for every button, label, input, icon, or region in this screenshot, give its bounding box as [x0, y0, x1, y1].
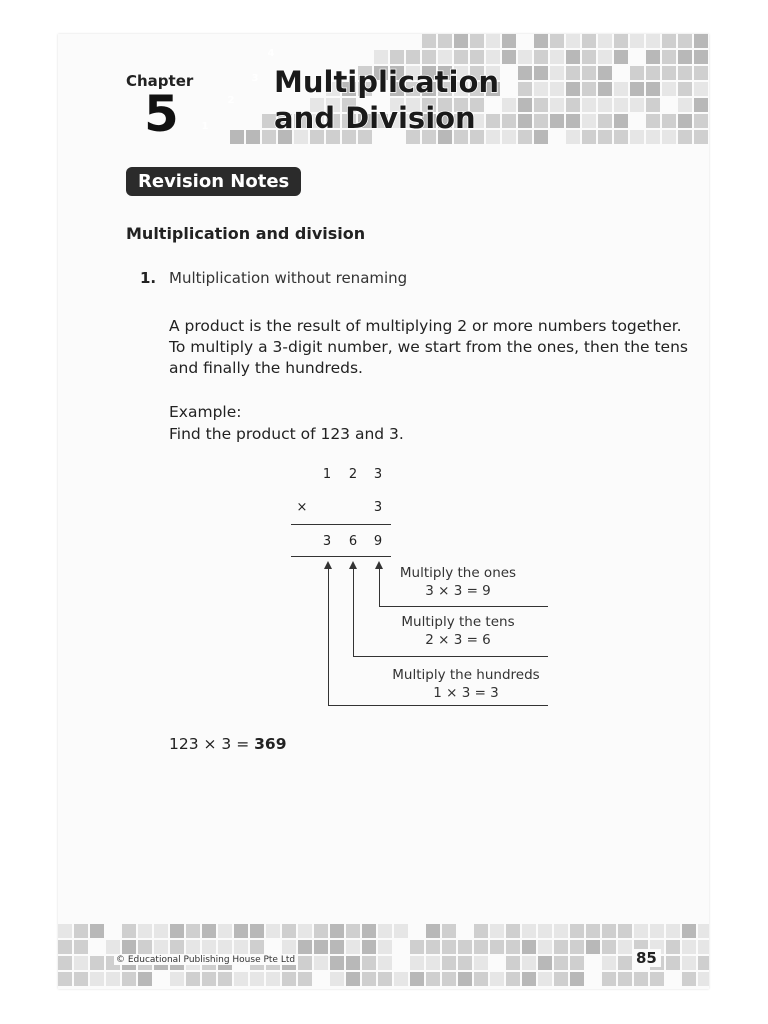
decor-tile — [250, 940, 264, 954]
decor-tile — [662, 114, 676, 128]
decor-tile — [502, 130, 516, 144]
decor-tile — [474, 956, 488, 970]
decor-tile — [678, 66, 692, 80]
decor-tile — [378, 940, 392, 954]
decor-tile — [506, 956, 520, 970]
decor-tile — [678, 114, 692, 128]
decor-tile — [582, 66, 596, 80]
decor-tile — [170, 940, 184, 954]
decor-tile — [694, 66, 708, 80]
tile-number-2: 2 — [227, 95, 235, 106]
decor-tile — [474, 940, 488, 954]
chapter-title: Multiplication and Division — [274, 65, 500, 135]
decor-tile — [230, 130, 244, 144]
decor-tile — [698, 940, 709, 954]
decor-tile — [582, 130, 596, 144]
decor-tile — [58, 940, 72, 954]
decor-tile — [314, 940, 328, 954]
decor-tile — [410, 956, 424, 970]
decor-tile — [538, 972, 552, 986]
decor-tile — [58, 924, 72, 938]
decor-tile — [554, 972, 568, 986]
decor-tile — [682, 940, 696, 954]
decor-tile — [566, 66, 580, 80]
decor-tile — [298, 972, 312, 986]
decor-tile — [646, 34, 660, 48]
decor-tile — [330, 956, 344, 970]
decor-tile — [614, 130, 628, 144]
decor-tile — [442, 924, 456, 938]
decor-tile — [58, 956, 72, 970]
decor-tile — [598, 130, 612, 144]
decor-tile — [106, 972, 120, 986]
note-ones-equation: 3 × 3 = 9 — [425, 583, 491, 599]
decor-tile — [582, 82, 596, 96]
decor-tile — [330, 940, 344, 954]
decor-tile — [550, 98, 564, 112]
decor-tile — [186, 924, 200, 938]
section-heading: Multiplication and division — [126, 224, 366, 243]
decor-tile — [346, 956, 360, 970]
decor-tile — [502, 34, 516, 48]
decor-tile — [598, 50, 612, 64]
decor-tile — [486, 50, 500, 64]
decor-tile — [618, 956, 632, 970]
decor-tile — [506, 924, 520, 938]
decor-tile — [666, 940, 680, 954]
decor-tile — [422, 34, 436, 48]
decor-tile — [598, 34, 612, 48]
arrow-base-tens — [353, 656, 548, 657]
note-hundreds-title: Multiply the hundreds — [392, 667, 540, 683]
decor-tile — [122, 972, 136, 986]
tile-number-3: 3 — [251, 73, 259, 84]
decor-tile — [650, 972, 664, 986]
decor-tile — [662, 66, 676, 80]
multiplicand-ones-digit: 3 — [373, 467, 383, 482]
decor-tile — [566, 34, 580, 48]
decor-tile — [646, 50, 660, 64]
decor-tile — [662, 34, 676, 48]
decor-tile — [630, 130, 644, 144]
decor-tile — [330, 924, 344, 938]
decor-tile — [186, 940, 200, 954]
document-page — [58, 34, 709, 989]
decor-tile — [550, 50, 564, 64]
decor-tile — [426, 940, 440, 954]
decor-tile — [458, 972, 472, 986]
decor-tile — [362, 924, 376, 938]
decor-tile — [518, 114, 532, 128]
decor-tile — [614, 34, 628, 48]
decor-tile — [314, 924, 328, 938]
arrow-base-ones — [379, 606, 548, 607]
tile-number-1: 1 — [201, 121, 209, 132]
decor-tile — [538, 924, 552, 938]
decor-tile — [202, 924, 216, 938]
note-tens — [398, 613, 518, 649]
decor-tile — [694, 34, 708, 48]
arrow-base-hundreds — [328, 705, 548, 706]
note-tens-title: Multiply the tens — [401, 614, 515, 630]
decor-tile — [694, 98, 708, 112]
decor-tile — [74, 924, 88, 938]
decor-tile — [694, 114, 708, 128]
decor-tile — [234, 940, 248, 954]
decor-tile — [490, 940, 504, 954]
decor-tile — [506, 972, 520, 986]
decor-tile — [138, 940, 152, 954]
decor-tile — [618, 924, 632, 938]
decor-tile — [378, 956, 392, 970]
decor-tile — [202, 940, 216, 954]
decor-tile — [346, 972, 360, 986]
decor-tile — [406, 50, 420, 64]
decor-tile — [582, 98, 596, 112]
definition-paragraph: A product is the result of multiplying 2 or more numbers together. To multiply a 3-digit number, we start from the ones, then the tens and finally the hundreds. — [169, 317, 688, 377]
decor-tile — [374, 50, 388, 64]
decor-tile — [646, 130, 660, 144]
decor-tile — [630, 82, 644, 96]
product-hundreds-digit: 3 — [322, 534, 332, 549]
decor-tile — [502, 50, 516, 64]
decor-tile — [442, 940, 456, 954]
decor-tile — [426, 972, 440, 986]
decor-tile — [314, 956, 328, 970]
decor-tile — [518, 82, 532, 96]
decor-tile — [570, 956, 584, 970]
decor-tile — [598, 82, 612, 96]
decor-tile — [618, 972, 632, 986]
multiply-operator: × — [296, 500, 308, 515]
decor-tile — [534, 98, 548, 112]
decor-tile — [522, 956, 536, 970]
decor-tile — [522, 924, 536, 938]
note-ones — [398, 564, 518, 600]
arrow-line-hundreds — [328, 568, 329, 705]
answer-expression: 123 × 3 = — [169, 735, 255, 753]
decor-tile — [534, 34, 548, 48]
decor-tile — [122, 924, 136, 938]
decor-tile — [694, 82, 708, 96]
decor-tile — [570, 924, 584, 938]
chapter-label: Chapter — [126, 72, 194, 90]
decor-tile — [614, 98, 628, 112]
decor-tile — [138, 972, 152, 986]
decor-tile — [534, 66, 548, 80]
decor-tile — [634, 924, 648, 938]
calc-rule-bottom — [291, 556, 391, 557]
answer-value: 369 — [254, 735, 287, 753]
decor-tile — [682, 956, 696, 970]
decor-tile — [486, 34, 500, 48]
decor-tile — [470, 50, 484, 64]
example-label: Example: — [169, 403, 242, 421]
decor-tile — [218, 924, 232, 938]
decor-tile — [454, 50, 468, 64]
decor-tile — [550, 82, 564, 96]
decor-tile — [678, 98, 692, 112]
decor-tile — [634, 972, 648, 986]
decor-tile — [298, 924, 312, 938]
decor-tile — [534, 114, 548, 128]
decor-tile — [614, 114, 628, 128]
decor-tile — [518, 66, 532, 80]
decor-tile — [458, 956, 472, 970]
decor-tile — [506, 940, 520, 954]
answer-line — [169, 734, 699, 755]
item-number: 1. — [140, 269, 157, 287]
decor-tile — [602, 956, 616, 970]
decor-tile — [394, 972, 408, 986]
decor-tile — [678, 50, 692, 64]
decor-tile — [566, 114, 580, 128]
decor-tile — [662, 130, 676, 144]
decor-tile — [218, 972, 232, 986]
decor-tile — [426, 924, 440, 938]
decor-tile — [410, 940, 424, 954]
product-tens-digit: 6 — [348, 534, 358, 549]
decor-tile — [678, 82, 692, 96]
decor-tile — [554, 956, 568, 970]
decor-tile — [454, 34, 468, 48]
decor-tile — [522, 940, 536, 954]
decor-tile — [490, 972, 504, 986]
decor-tile — [662, 82, 676, 96]
decor-tile — [682, 972, 696, 986]
decor-tile — [666, 956, 680, 970]
decor-tile — [282, 924, 296, 938]
decor-tile — [534, 130, 548, 144]
decor-tile — [678, 34, 692, 48]
multiplicand-hundreds-digit: 1 — [322, 467, 332, 482]
decor-tile — [410, 972, 424, 986]
decor-tile — [90, 972, 104, 986]
decor-tile — [662, 50, 676, 64]
decor-tile — [362, 940, 376, 954]
decor-tile — [646, 98, 660, 112]
decor-tile — [74, 956, 88, 970]
decor-tile — [550, 114, 564, 128]
decor-tile — [266, 924, 280, 938]
decor-tile — [330, 972, 344, 986]
decor-tile — [566, 82, 580, 96]
decor-tile — [346, 924, 360, 938]
page-number: 85 — [632, 949, 661, 967]
revision-notes-badge: Revision Notes — [126, 167, 301, 196]
note-hundreds — [381, 666, 551, 702]
decor-tile — [570, 940, 584, 954]
decor-tile — [442, 972, 456, 986]
decor-tile — [586, 924, 600, 938]
arrow-line-ones — [379, 568, 380, 606]
decor-tile — [202, 972, 216, 986]
note-hundreds-equation: 1 × 3 = 3 — [433, 685, 499, 701]
decor-tile — [474, 972, 488, 986]
decor-tile — [582, 34, 596, 48]
multiplicand-tens-digit: 2 — [348, 467, 358, 482]
decor-tile — [106, 940, 120, 954]
product-ones-digit: 9 — [373, 534, 383, 549]
decor-tile — [474, 924, 488, 938]
decor-tile — [582, 50, 596, 64]
decor-tile — [602, 940, 616, 954]
decor-tile — [694, 130, 708, 144]
decor-tile — [518, 50, 532, 64]
decor-tile — [58, 972, 72, 986]
decor-tile — [282, 940, 296, 954]
decor-tile — [614, 82, 628, 96]
decor-tile — [502, 98, 516, 112]
decor-tile — [630, 34, 644, 48]
decor-tile — [298, 956, 312, 970]
decor-tile — [390, 50, 404, 64]
decor-tile — [470, 34, 484, 48]
decor-tile — [534, 50, 548, 64]
decor-tile — [598, 66, 612, 80]
decor-tile — [550, 66, 564, 80]
decor-tile — [682, 924, 696, 938]
decor-tile — [694, 50, 708, 64]
decor-tile — [602, 972, 616, 986]
decor-tile — [422, 50, 436, 64]
decor-tile — [582, 114, 596, 128]
arrow-line-tens — [353, 568, 354, 656]
decor-tile — [566, 50, 580, 64]
decor-tile — [598, 114, 612, 128]
decor-tile — [426, 956, 440, 970]
decor-tile — [246, 130, 260, 144]
decor-tile — [186, 972, 200, 986]
decor-tile — [438, 50, 452, 64]
decor-tile — [614, 50, 628, 64]
decor-tile — [538, 956, 552, 970]
note-tens-equation: 2 × 3 = 6 — [425, 632, 491, 648]
decor-tile — [490, 924, 504, 938]
decor-tile — [378, 972, 392, 986]
decor-tile — [630, 66, 644, 80]
decor-tile — [502, 114, 516, 128]
decor-tile — [170, 924, 184, 938]
decor-tile — [586, 940, 600, 954]
decor-tile — [698, 972, 709, 986]
decor-tile — [570, 972, 584, 986]
decor-tile — [90, 956, 104, 970]
decor-tile — [602, 924, 616, 938]
multiplier-digit: 3 — [373, 500, 383, 515]
decor-tile — [522, 972, 536, 986]
decor-tile — [154, 940, 168, 954]
decor-tile — [170, 972, 184, 986]
decor-tile — [650, 924, 664, 938]
decor-tile — [266, 972, 280, 986]
decor-tile — [646, 66, 660, 80]
decor-tile — [554, 940, 568, 954]
decor-tile — [122, 940, 136, 954]
decor-tile — [442, 956, 456, 970]
decor-tile — [554, 924, 568, 938]
decor-tile — [630, 98, 644, 112]
decor-tile — [666, 924, 680, 938]
item-title: Multiplication without renaming — [169, 269, 408, 287]
chapter-number: 5 — [144, 85, 179, 143]
decor-tile — [362, 972, 376, 986]
decor-tile — [298, 940, 312, 954]
decor-tile — [218, 940, 232, 954]
note-ones-title: Multiply the ones — [399, 565, 517, 581]
footer-copyright: © Educational Publishing House Pte Ltd — [116, 955, 296, 965]
decor-tile — [74, 940, 88, 954]
decor-tile — [234, 972, 248, 986]
decor-tile — [598, 98, 612, 112]
decor-tile — [518, 130, 532, 144]
decor-tile — [566, 130, 580, 144]
example-question: Find the product of 123 and 3. — [169, 425, 404, 443]
decor-tile — [438, 34, 452, 48]
decor-tile — [362, 956, 376, 970]
decor-tile — [698, 956, 709, 970]
decor-tile — [378, 924, 392, 938]
decor-tile — [646, 82, 660, 96]
decor-tile — [534, 82, 548, 96]
calc-rule-top — [291, 524, 391, 525]
decor-tile — [618, 940, 632, 954]
decor-tile — [250, 924, 264, 938]
decor-tile — [250, 972, 264, 986]
decor-tile — [458, 940, 472, 954]
decor-tile — [154, 924, 168, 938]
decor-tile — [282, 972, 296, 986]
decor-tile — [394, 924, 408, 938]
decor-tile — [566, 98, 580, 112]
decor-tile — [698, 924, 709, 938]
decor-tile — [138, 924, 152, 938]
decor-tile — [518, 98, 532, 112]
decor-tile — [74, 972, 88, 986]
tile-number-4: 4 — [267, 48, 275, 59]
decor-tile — [346, 940, 360, 954]
decor-tile — [550, 34, 564, 48]
decor-tile — [678, 130, 692, 144]
decor-tile — [538, 940, 552, 954]
decor-tile — [90, 924, 104, 938]
decor-tile — [234, 924, 248, 938]
decor-tile — [646, 114, 660, 128]
